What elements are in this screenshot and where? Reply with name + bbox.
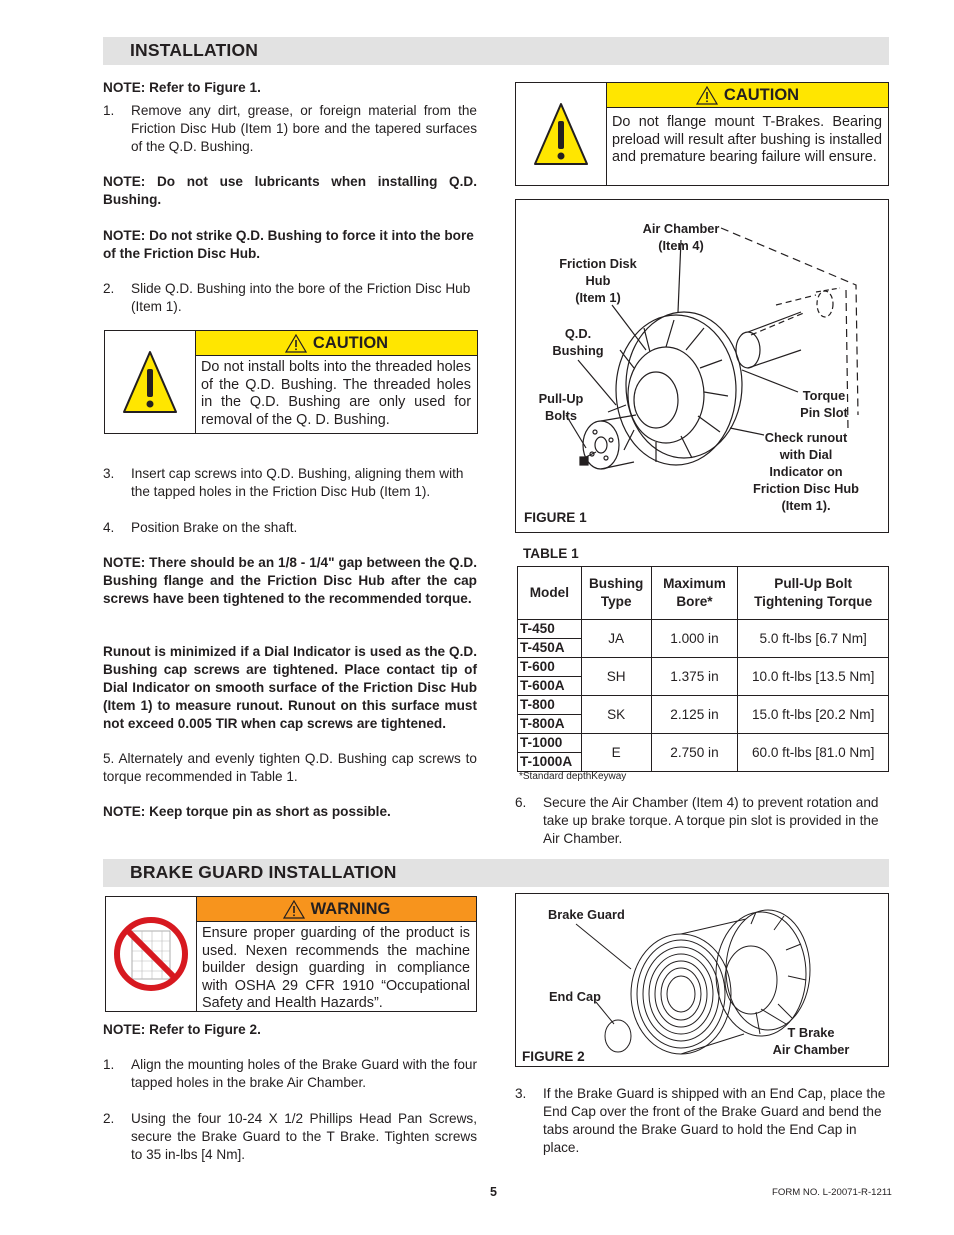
table-row [518, 696, 889, 715]
table-row [518, 620, 889, 639]
guard-step-3 [515, 1085, 889, 1157]
model-cell: T-1000 [518, 734, 582, 753]
guard-step-1 [103, 1056, 477, 1092]
label-torque-pin-slot: Torque Pin Slot [800, 388, 848, 420]
figure-2 [515, 893, 889, 1067]
section-title: BRAKE GUARD INSTALLATION [130, 862, 397, 882]
step-number: 3. [103, 466, 115, 481]
note-runout: Runout is minimized if a Dial Indicator is used as the Q.D. Bushing cap screws are tightened. Place contact tip of Dial Indicator on smooth surface of the Friction Disc Hub (Item 1) to measure runout. Runout on this surface must not exceed 0.005 TIR when cap screws are tightened. [103, 644, 477, 731]
torque-cell: 15.0 ft-lbs [20.2 Nm] [738, 696, 889, 734]
table-row [518, 658, 889, 677]
section-title: INSTALLATION [130, 40, 259, 60]
step-text: Slide Q.D. Bushing into the bore of the Friction Disc Hub (Item 1). [131, 281, 471, 314]
step-number: 6. [515, 795, 527, 810]
table-1-title: TABLE 1 [523, 546, 579, 561]
bushing-cell: SK [581, 696, 651, 734]
step-number: 1. [103, 103, 115, 118]
caution-title: CAUTION [312, 334, 389, 352]
step-text: Using the four 10-24 X 1/2 Phillips Head Pan Screws, secure the Brake Guard to the T Brake. Tighten screws to 35 in-lbs [4 Nm]. [131, 1111, 477, 1162]
warning-triangle-icon [122, 349, 178, 415]
bore-cell: 1.375 in [651, 658, 738, 696]
warning-triangle-icon [533, 101, 589, 167]
step-text: Remove any dirt, grease, or foreign material from the Friction Disc Hub (Item 1) bore and the tapered surfaces of the Q.D. Bushing. [131, 103, 477, 154]
caution-box-bolts [104, 330, 478, 434]
note-refer-figure2: NOTE: Refer to Figure 2. [103, 1022, 261, 1037]
model-cell: T-800 [518, 696, 582, 715]
warning-header [197, 897, 476, 922]
step-text: Insert cap screws into Q.D. Bushing, aligning them with the tapped holes in the Friction Disc Hub (Item 1). [131, 466, 464, 499]
page-number: 5 [490, 1185, 497, 1199]
label-air-chamber: Air Chamber (Item 4) [642, 221, 720, 253]
model-cell: T-600 [518, 658, 582, 677]
step-2 [103, 280, 477, 316]
step-number: 2. [103, 1111, 115, 1126]
bushing-cell: JA [581, 620, 651, 658]
model-cell: T-1000A [518, 753, 582, 772]
step-text: If the Brake Guard is shipped with an End Cap, place the End Cap over the front of the Brake Guard and bend the tabs around the Brake Guard to hold the End Cap in place. [543, 1086, 886, 1155]
note-no-lubricants: NOTE: Do not use lubricants when installing Q.D. Bushing. [103, 174, 477, 207]
step-5: 5. Alternately and evenly tighten Q.D. Bushing cap screws to torque recommended in Table 1. [103, 751, 477, 784]
caution-header [607, 83, 888, 108]
warning-title: WARNING [310, 900, 391, 918]
bore-cell: 2.125 in [651, 696, 738, 734]
torque-table [517, 566, 889, 772]
model-cell: T-450 [518, 620, 582, 639]
col-bushing-type: Bushing Type [581, 567, 651, 620]
torque-cell: 10.0 ft-lbs [13.5 Nm] [738, 658, 889, 696]
note-refer-figure1: NOTE: Refer to Figure 1. [103, 80, 261, 95]
figure-1-caption: FIGURE 1 [524, 510, 587, 525]
step-number: 3. [515, 1086, 527, 1101]
step-text: Align the mounting holes of the Brake Guard with the four tapped holes in the brake Air Chamber. [131, 1057, 477, 1090]
figure-2-caption: FIGURE 2 [522, 1049, 585, 1064]
no-guard-prohibition-icon [112, 915, 190, 993]
label-brake-guard: Brake Guard [548, 907, 625, 922]
model-cell: T-600A [518, 677, 582, 696]
label-t-brake-air-chamber: T Brake Air Chamber [772, 1025, 850, 1057]
label-pull-up-bolts: Pull-Up Bolts [538, 391, 584, 423]
model-cell: T-450A [518, 639, 582, 658]
step-3 [103, 465, 477, 501]
note-torque-pin: NOTE: Keep torque pin as short as possible. [103, 804, 391, 819]
step-text: Position Brake on the shaft. [131, 520, 298, 535]
small-warning-icon [696, 86, 718, 105]
guard-step-2 [103, 1110, 477, 1164]
small-warning-icon [283, 900, 305, 919]
label-end-cap: End Cap [549, 989, 601, 1004]
col-torque: Pull-Up Bolt Tightening Torque [738, 567, 889, 620]
torque-cell: 5.0 ft-lbs [6.7 Nm] [738, 620, 889, 658]
section-header-brake-guard [103, 859, 889, 887]
note-do-not-strike: NOTE: Do not strike Q.D. Bushing to force it into the bore of the Friction Disc Hub. [103, 228, 474, 261]
table-header-row [518, 567, 889, 620]
bushing-cell: SH [581, 658, 651, 696]
warning-icon-cell [106, 897, 197, 1011]
step-number: 2. [103, 281, 115, 296]
col-max-bore: Maximum Bore* [651, 567, 738, 620]
table-footnote: *Standard depthKeyway [519, 771, 627, 782]
small-warning-icon [285, 334, 307, 353]
warning-text: Ensure proper guarding of the product is used. Nexen recommends the machine builder design guarding in compliance with OSHA 29 CFR 1910 “Occupational Safety and Health Hazards”. [202, 925, 470, 1011]
caution-header [196, 331, 477, 356]
bushing-cell: E [581, 734, 651, 772]
col-model: Model [518, 567, 582, 620]
step-6 [515, 794, 889, 848]
caution-text: Do not install bolts into the threaded holes of the Q.D. Bushing. The threaded holes in the Q.D. Bushing are only used for removal of the Q. D. Bushing. [201, 359, 471, 428]
caution-box-flange [515, 82, 889, 186]
warning-box [105, 896, 477, 1012]
caution-icon-cell [105, 331, 196, 433]
bore-cell: 1.000 in [651, 620, 738, 658]
step-1 [103, 102, 477, 156]
label-friction-disk-hub: Friction Disk Hub (Item 1) [559, 256, 637, 305]
table-row [518, 734, 889, 753]
figure-1 [515, 199, 889, 533]
torque-cell: 60.0 ft-lbs [81.0 Nm] [738, 734, 889, 772]
step-number: 4. [103, 520, 115, 535]
model-cell: T-800A [518, 715, 582, 734]
label-check-runout: Check runout with Dial Indicator on Friction Disc Hub (Item 1). [753, 430, 859, 513]
caution-text: Do not flange mount T-Brakes. Bearing preload will result after bushing is installed and premature bearing failure will ensure. [612, 114, 882, 165]
bore-cell: 2.750 in [651, 734, 738, 772]
step-text: Secure the Air Chamber (Item 4) to prevent rotation and take up brake torque. A torque pin slot is provided in the Air Chamber. [543, 795, 879, 846]
label-qd-bushing: Q.D. Bushing [552, 326, 604, 358]
caution-title: CAUTION [723, 86, 800, 104]
step-number: 1. [103, 1057, 115, 1072]
caution-icon-cell [516, 83, 607, 185]
note-gap: NOTE: There should be an 1/8 - 1/4" gap between the Q.D. Bushing flange and the Friction Disc Hub after the cap screws have been tightened to the recommended torque. [103, 555, 477, 606]
step-4 [103, 519, 477, 537]
section-header-installation [103, 37, 889, 65]
form-number: FORM NO. L-20071-R-1211 [772, 1187, 892, 1198]
